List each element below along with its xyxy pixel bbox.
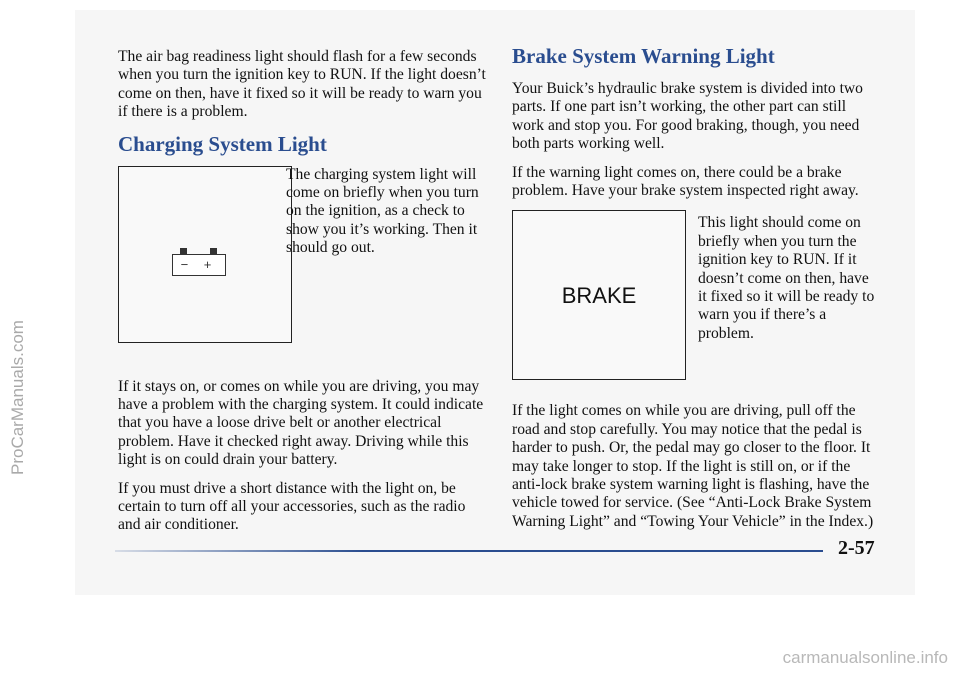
charging-short-distance-paragraph: If you must drive a short distance with the light on, be certain to turn off all your accessories, such as the radio and air conditioner.: [118, 479, 466, 534]
brake-light-figure: [512, 210, 686, 380]
brake-figure-row: [512, 210, 880, 390]
battery-symbol: − +: [172, 254, 226, 276]
charging-system-heading: Charging System Light: [118, 131, 327, 156]
brake-label: BRAKE: [561, 283, 637, 309]
battery-icon: [172, 248, 226, 276]
charging-side-text: The charging system light will come on briefly when you turn on the ignition, as a check to show you it’s working. Then it should go out.: [286, 165, 479, 257]
brake-driving-paragraph: If the light comes on while you are driving, pull off the road and stop carefully. You may notice that the pedal is harder to push. Or, the pedal may go closer to the floor. It may take longer to stop. If the light is still on, or if the anti-lock brake system warning light is flashing, have the vehicle towed for service. (See “Anti-Lock Brake System Warning Light” and “Towing Your Vehicle” in the Index.): [512, 402, 874, 530]
left-column: [118, 48, 490, 545]
brake-side-text: This light should come on briefly when you turn the ignition key to RUN. If it doesn’t come on then, have it fixed so it will be ready to warn you if there’s a problem.: [698, 214, 875, 342]
watermark-left: ProCarManuals.com: [8, 320, 27, 475]
brake-warning-paragraph: If the warning light comes on, there could be a brake problem. Have your brake system inspected right away.: [512, 163, 859, 200]
brake-hydraulic-paragraph: Your Buick’s hydraulic brake system is divided into two parts. If one part isn’t working, the other part can still work and stop you. For good braking, though, you need both parts working well.: [512, 80, 863, 153]
watermark-bottom: carmanualsonline.info: [782, 648, 948, 667]
charging-figure-row: [118, 166, 490, 366]
charging-light-figure: [118, 166, 292, 343]
right-column: [512, 44, 880, 541]
page-number: 2-57: [838, 537, 875, 559]
brake-system-heading: Brake System Warning Light: [512, 44, 775, 68]
footer-rule: [115, 550, 823, 552]
airbag-paragraph: The air bag readiness light should flash for a few seconds when you turn the ignition key to RUN. If the light doesn’t come on then, have it fixed so it will be ready to warn you if there is a problem.: [118, 48, 486, 121]
charging-stays-on-paragraph: If it stays on, or comes on while you are driving, you may have a problem with the charging system. It could indicate that you have a loose drive belt or another electrical problem. Have it checked right away. Driving while this light is on could drain your battery.: [118, 377, 484, 469]
